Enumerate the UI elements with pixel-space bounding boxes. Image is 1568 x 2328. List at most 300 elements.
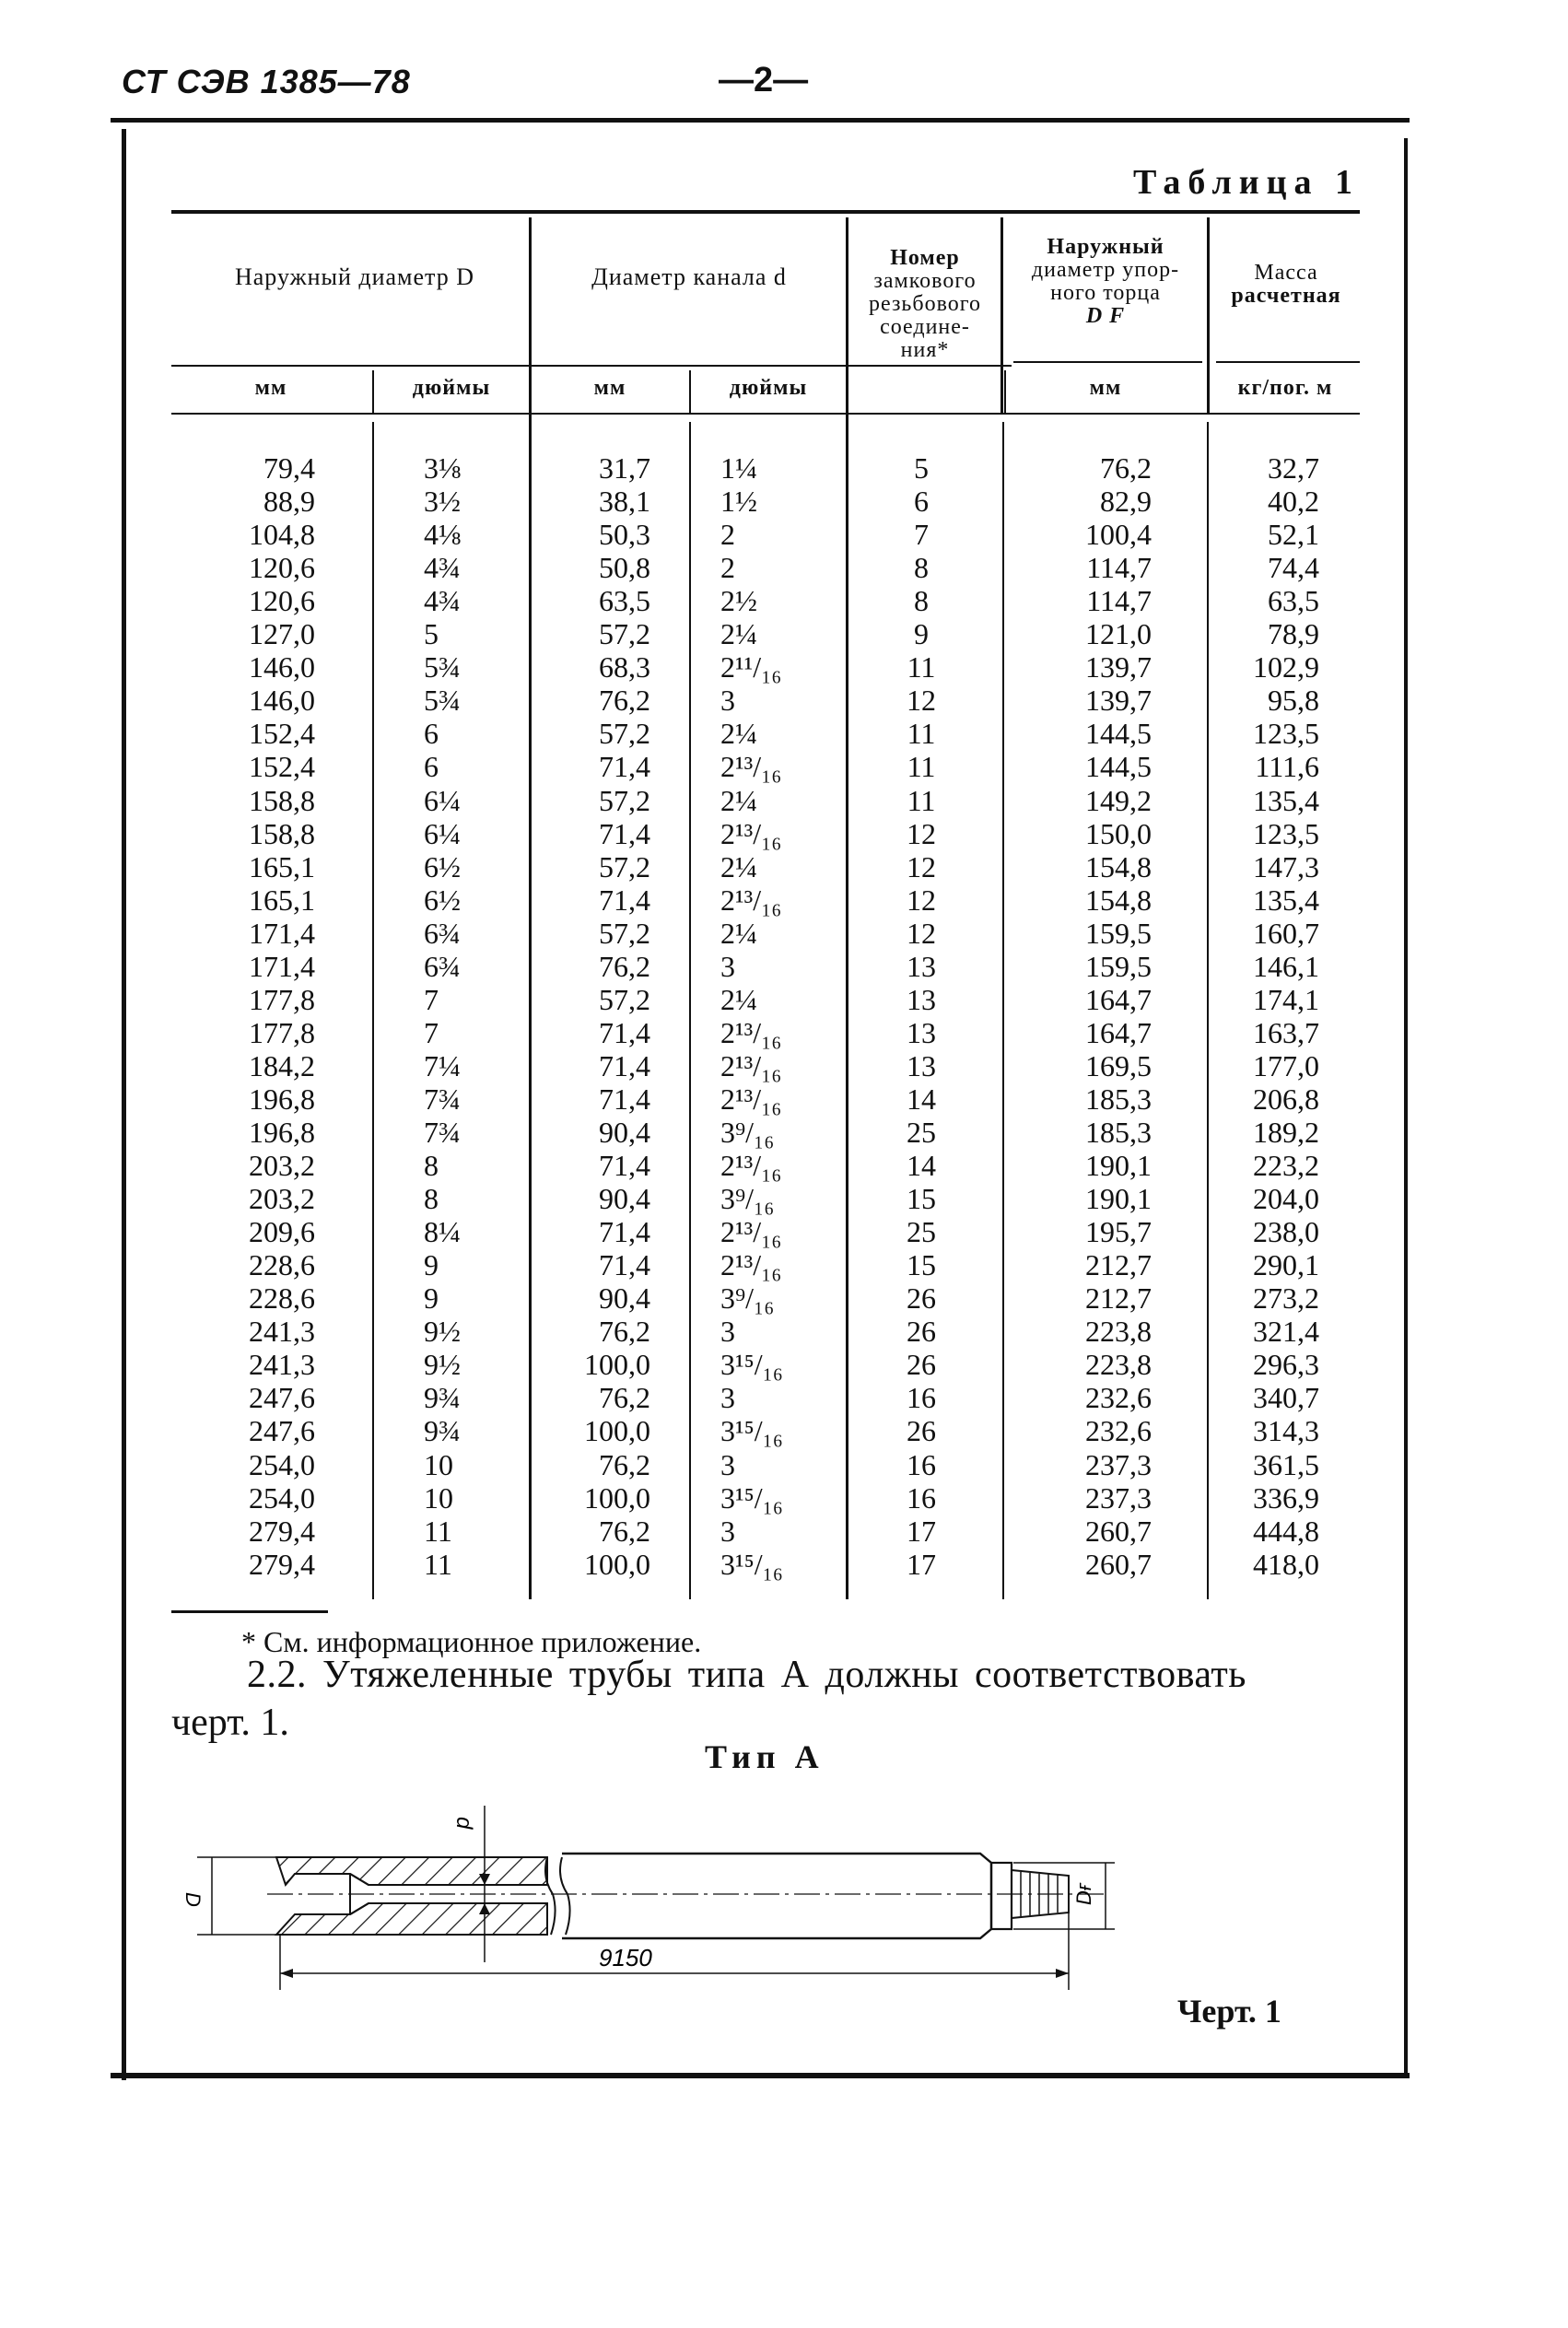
cell-joint-number: 13: [907, 982, 936, 1016]
cell-bore-diameter-in: 2¹³/₁₆: [720, 750, 782, 784]
cell-mass-kg-per-m: 273,2: [1253, 1281, 1319, 1316]
cell-mass-kg-per-m: 32,7: [1268, 451, 1319, 485]
cell-mass-kg-per-m: 135,4: [1253, 783, 1319, 817]
unit-bore-mm: мм: [593, 376, 626, 400]
cell-joint-number: 11: [907, 750, 936, 784]
cell-bore-diameter-mm: 57,2: [599, 783, 650, 817]
cell-bore-diameter-in: 3¹⁵/₁₆: [720, 1414, 783, 1448]
table-row: [0, 485, 1568, 518]
cell-bore-diameter-in: 2¼: [720, 783, 757, 817]
cell-shoulder-diameter-mm: 212,7: [1085, 1281, 1152, 1316]
cell-bore-diameter-mm: 71,4: [599, 1149, 650, 1183]
cell-mass-kg-per-m: 95,8: [1268, 684, 1319, 718]
cell-bore-diameter-mm: 57,2: [599, 916, 650, 950]
table-row: [0, 1381, 1568, 1414]
cell-shoulder-diameter-mm: 185,3: [1085, 1082, 1152, 1116]
table-row: [0, 917, 1568, 950]
col-header-shoulder-diameter: Наружный диаметр упор- ного торца D F: [1031, 235, 1180, 328]
cell-mass-kg-per-m: 123,5: [1253, 717, 1319, 751]
cell-outer-diameter-mm: 152,4: [249, 750, 315, 784]
cell-shoulder-diameter-mm: 190,1: [1085, 1182, 1152, 1216]
cell-joint-number: 25: [907, 1215, 936, 1249]
cell-outer-diameter-in: 7¾: [424, 1116, 461, 1149]
cell-mass-kg-per-m: 444,8: [1253, 1514, 1319, 1548]
cell-outer-diameter-mm: 120,6: [249, 584, 315, 618]
cell-bore-diameter-mm: 71,4: [599, 750, 650, 784]
cell-bore-diameter-mm: 68,3: [599, 650, 650, 684]
cell-mass-kg-per-m: 123,5: [1253, 816, 1319, 850]
cell-outer-diameter-mm: 127,0: [249, 617, 315, 651]
cell-bore-diameter-mm: 57,2: [599, 982, 650, 1016]
cell-shoulder-diameter-mm: 121,0: [1085, 617, 1152, 651]
cell-shoulder-diameter-mm: 212,7: [1085, 1248, 1152, 1282]
cell-shoulder-diameter-mm: 154,8: [1085, 849, 1152, 883]
cell-outer-diameter-mm: 158,8: [249, 783, 315, 817]
cell-bore-diameter-mm: 76,2: [599, 1315, 650, 1349]
table-row: [0, 1049, 1568, 1082]
cell-outer-diameter-in: 3½: [424, 485, 461, 519]
cell-bore-diameter-mm: 71,4: [599, 1048, 650, 1082]
length-arrow-right: [1056, 1969, 1069, 1978]
cell-outer-diameter-in: 9: [424, 1281, 439, 1316]
cell-bore-diameter-in: 2¹³/₁₆: [720, 1048, 782, 1082]
cell-joint-number: 12: [907, 916, 936, 950]
cell-bore-diameter-mm: 57,2: [599, 849, 650, 883]
cell-bore-diameter-in: 2¹³/₁₆: [720, 883, 782, 917]
cell-bore-diameter-mm: 38,1: [599, 485, 650, 519]
cell-joint-number: 26: [907, 1348, 936, 1382]
unit-outer-mm: мм: [254, 376, 287, 400]
cell-outer-diameter-mm: 177,8: [249, 1015, 315, 1049]
cell-joint-number: 26: [907, 1281, 936, 1316]
cell-bore-diameter-in: 2¼: [720, 916, 757, 950]
cell-outer-diameter-mm: 254,0: [249, 1447, 315, 1481]
cell-outer-diameter-mm: 158,8: [249, 816, 315, 850]
table-row: [0, 1281, 1568, 1315]
table-row: [0, 551, 1568, 584]
cell-outer-diameter-in: 8: [424, 1149, 439, 1183]
break-line-right: [560, 1857, 570, 1935]
cell-outer-diameter-in: 9½: [424, 1348, 461, 1382]
cell-bore-diameter-in: 2¹³/₁₆: [720, 816, 782, 850]
table-row: [0, 684, 1568, 717]
cell-bore-diameter-mm: 100,0: [584, 1414, 650, 1448]
cell-shoulder-diameter-mm: 190,1: [1085, 1149, 1152, 1183]
table-row: [0, 817, 1568, 850]
cell-bore-diameter-mm: 50,3: [599, 518, 650, 552]
pin-shoulder: [991, 1863, 1012, 1929]
figure-caption: Черт. 1: [1177, 1993, 1281, 2030]
cell-mass-kg-per-m: 40,2: [1268, 485, 1319, 519]
cell-joint-number: 8: [914, 551, 929, 585]
table-row: [0, 1348, 1568, 1381]
cell-outer-diameter-in: 4¾: [424, 584, 461, 618]
cell-bore-diameter-mm: 31,7: [599, 451, 650, 485]
cell-outer-diameter-mm: 241,3: [249, 1315, 315, 1349]
cell-joint-number: 26: [907, 1414, 936, 1448]
col-header-outer-diameter: Наружный диаметр D: [234, 263, 475, 290]
table-row: [0, 1515, 1568, 1548]
cell-joint-number: 12: [907, 684, 936, 718]
unit-bore-in: дюймы: [729, 376, 808, 400]
cell-bore-diameter-in: 3⁹/₁₆: [720, 1182, 775, 1216]
table-row: [0, 750, 1568, 783]
cell-bore-diameter-in: 2: [720, 551, 735, 585]
header-divider-df: [1013, 361, 1202, 363]
col-header-joint-number: Номер замкового резьбового соедине- ния*: [869, 246, 981, 362]
cell-mass-kg-per-m: 163,7: [1253, 1015, 1319, 1049]
cell-bore-diameter-in: 3: [720, 1315, 735, 1349]
cell-shoulder-diameter-mm: 144,5: [1085, 750, 1152, 784]
cell-joint-number: 26: [907, 1315, 936, 1349]
cell-bore-diameter-mm: 90,4: [599, 1116, 650, 1149]
unit-outer-in: дюймы: [412, 376, 491, 400]
paragraph-line-1: 2.2. Утяжеленные трубы типа А должны соответствовать: [247, 1654, 1246, 1696]
cell-bore-diameter-in: 2¼: [720, 717, 757, 751]
cell-mass-kg-per-m: 206,8: [1253, 1082, 1319, 1116]
cell-bore-diameter-in: 3: [720, 1514, 735, 1548]
cell-outer-diameter-mm: 228,6: [249, 1281, 315, 1316]
cell-outer-diameter-mm: 196,8: [249, 1116, 315, 1149]
cell-bore-diameter-in: 2¹³/₁₆: [720, 1215, 782, 1249]
cell-shoulder-diameter-mm: 154,8: [1085, 883, 1152, 917]
cell-bore-diameter-mm: 63,5: [599, 584, 650, 618]
cell-bore-diameter-mm: 57,2: [599, 617, 650, 651]
table-row: [0, 1215, 1568, 1248]
cell-outer-diameter-in: 8: [424, 1182, 439, 1216]
cell-outer-diameter-mm: 88,9: [263, 485, 315, 519]
cell-outer-diameter-mm: 203,2: [249, 1182, 315, 1216]
table-row: [0, 1116, 1568, 1149]
cell-mass-kg-per-m: 177,0: [1253, 1048, 1319, 1082]
cell-outer-diameter-mm: 279,4: [249, 1514, 315, 1548]
cell-joint-number: 12: [907, 849, 936, 883]
cell-mass-kg-per-m: 418,0: [1253, 1547, 1319, 1581]
cell-joint-number: 16: [907, 1381, 936, 1415]
cell-bore-diameter-mm: 76,2: [599, 949, 650, 983]
cell-outer-diameter-in: 9½: [424, 1315, 461, 1349]
cell-outer-diameter-mm: 203,2: [249, 1149, 315, 1183]
cell-joint-number: 14: [907, 1149, 936, 1183]
cell-outer-diameter-in: 7: [424, 982, 439, 1016]
table-row: [0, 584, 1568, 617]
cell-bore-diameter-mm: 71,4: [599, 1248, 650, 1282]
cell-outer-diameter-mm: 146,0: [249, 650, 315, 684]
cell-outer-diameter-in: 9¾: [424, 1414, 461, 1448]
table-row: [0, 983, 1568, 1016]
cell-shoulder-diameter-mm: 164,7: [1085, 982, 1152, 1016]
cell-outer-diameter-mm: 247,6: [249, 1381, 315, 1415]
cell-outer-diameter-in: 8¼: [424, 1215, 461, 1249]
table-top-rule: [171, 210, 1360, 214]
cell-bore-diameter-in: 2¼: [720, 982, 757, 1016]
header-divider-dmm: [171, 365, 1012, 367]
cell-mass-kg-per-m: 361,5: [1253, 1447, 1319, 1481]
cell-bore-diameter-in: 3: [720, 684, 735, 718]
cell-bore-diameter-mm: 100,0: [584, 1547, 650, 1581]
cell-bore-diameter-mm: 76,2: [599, 1381, 650, 1415]
cell-mass-kg-per-m: 74,4: [1268, 551, 1319, 585]
cell-outer-diameter-mm: 209,6: [249, 1215, 315, 1249]
cell-outer-diameter-mm: 120,6: [249, 551, 315, 585]
cell-shoulder-diameter-mm: 114,7: [1086, 584, 1152, 618]
cell-bore-diameter-in: 3: [720, 1381, 735, 1415]
cell-bore-diameter-in: 3⁹/₁₆: [720, 1116, 775, 1149]
cell-joint-number: 13: [907, 1048, 936, 1082]
cell-mass-kg-per-m: 290,1: [1253, 1248, 1319, 1282]
cell-outer-diameter-mm: 165,1: [249, 883, 315, 917]
cell-outer-diameter-mm: 165,1: [249, 849, 315, 883]
cell-mass-kg-per-m: 238,0: [1253, 1215, 1319, 1249]
cell-mass-kg-per-m: 147,3: [1253, 849, 1319, 883]
table-row: [0, 1149, 1568, 1182]
cell-joint-number: 25: [907, 1116, 936, 1149]
paragraph-line-2: черт. 1.: [171, 1702, 289, 1744]
page-number: —2—: [719, 61, 809, 99]
cell-outer-diameter-in: 4¾: [424, 551, 461, 585]
cell-bore-diameter-mm: 90,4: [599, 1281, 650, 1316]
cell-outer-diameter-in: 11: [424, 1547, 452, 1581]
table-row: [0, 1448, 1568, 1481]
table-row: [0, 717, 1568, 750]
cell-outer-diameter-mm: 184,2: [249, 1048, 315, 1082]
cell-bore-diameter-mm: 71,4: [599, 816, 650, 850]
cell-joint-number: 13: [907, 1015, 936, 1049]
cell-bore-diameter-in: 1½: [720, 485, 757, 519]
cell-joint-number: 5: [914, 451, 929, 485]
cell-outer-diameter-in: 10: [424, 1480, 453, 1515]
cell-shoulder-diameter-mm: 237,3: [1085, 1480, 1152, 1515]
cell-bore-diameter-in: 3: [720, 949, 735, 983]
cell-bore-diameter-in: 2¼: [720, 617, 757, 651]
cell-shoulder-diameter-mm: 82,9: [1100, 485, 1152, 519]
cell-bore-diameter-in: 3¹⁵/₁₆: [720, 1348, 783, 1382]
cell-bore-diameter-in: 2: [720, 518, 735, 552]
cell-outer-diameter-in: 5¾: [424, 684, 461, 718]
cell-shoulder-diameter-mm: 144,5: [1085, 717, 1152, 751]
cell-shoulder-diameter-mm: 223,8: [1085, 1348, 1152, 1382]
cell-outer-diameter-mm: 171,4: [249, 916, 315, 950]
cell-outer-diameter-mm: 152,4: [249, 717, 315, 751]
cell-bore-diameter-in: 2¼: [720, 849, 757, 883]
cell-joint-number: 16: [907, 1480, 936, 1515]
drawing-title: Тип А: [705, 1738, 825, 1775]
cell-bore-diameter-mm: 50,8: [599, 551, 650, 585]
frame-bottom-border: [111, 2073, 1410, 2078]
table-row: [0, 1082, 1568, 1116]
cell-shoulder-diameter-mm: 150,0: [1085, 816, 1152, 850]
table-row: [0, 1414, 1568, 1447]
cell-bore-diameter-mm: 76,2: [599, 1447, 650, 1481]
cell-shoulder-diameter-mm: 159,5: [1085, 949, 1152, 983]
cell-outer-diameter-in: 6¼: [424, 783, 461, 817]
cell-bore-diameter-mm: 71,4: [599, 1082, 650, 1116]
cell-joint-number: 11: [907, 783, 936, 817]
cell-shoulder-diameter-mm: 114,7: [1086, 551, 1152, 585]
cell-mass-kg-per-m: 296,3: [1253, 1348, 1319, 1382]
frame-top-border: [111, 118, 1410, 123]
cell-bore-diameter-in: 2¹³/₁₆: [720, 1082, 782, 1116]
cell-mass-kg-per-m: 189,2: [1253, 1116, 1319, 1149]
cell-outer-diameter-mm: 279,4: [249, 1547, 315, 1581]
cell-outer-diameter-mm: 254,0: [249, 1480, 315, 1515]
pipe-body: [562, 1854, 991, 1938]
cell-outer-diameter-in: 9¾: [424, 1381, 461, 1415]
cell-outer-diameter-in: 6¾: [424, 916, 461, 950]
label-DF: Dғ: [1072, 1882, 1095, 1905]
label-D: D: [181, 1892, 205, 1907]
cell-outer-diameter-in: 11: [424, 1514, 452, 1548]
cell-joint-number: 14: [907, 1082, 936, 1116]
cell-shoulder-diameter-mm: 76,2: [1100, 451, 1152, 485]
cell-bore-diameter-in: 3¹⁵/₁₆: [720, 1480, 783, 1515]
table-row: [0, 1248, 1568, 1281]
length-value: 9150: [599, 1944, 652, 1971]
cell-joint-number: 7: [914, 518, 929, 552]
cell-joint-number: 11: [907, 717, 936, 751]
cell-outer-diameter-in: 6½: [424, 883, 461, 917]
cell-shoulder-diameter-mm: 149,2: [1085, 783, 1152, 817]
cell-outer-diameter-mm: 247,6: [249, 1414, 315, 1448]
cell-joint-number: 12: [907, 883, 936, 917]
cell-mass-kg-per-m: 204,0: [1253, 1182, 1319, 1216]
cell-shoulder-diameter-mm: 159,5: [1085, 916, 1152, 950]
cell-outer-diameter-in: 6¼: [424, 816, 461, 850]
table-row: [0, 850, 1568, 883]
cell-bore-diameter-mm: 90,4: [599, 1182, 650, 1216]
cell-mass-kg-per-m: 52,1: [1268, 518, 1319, 552]
cell-outer-diameter-in: 3⅛: [424, 451, 461, 485]
cell-bore-diameter-mm: 57,2: [599, 717, 650, 751]
cell-shoulder-diameter-mm: 195,7: [1085, 1215, 1152, 1249]
cell-outer-diameter-in: 7¼: [424, 1048, 461, 1082]
table-caption: Таблица 1: [1133, 163, 1361, 202]
cell-shoulder-diameter-mm: 260,7: [1085, 1547, 1152, 1581]
cell-outer-diameter-in: 7: [424, 1015, 439, 1049]
page-header-standard: СТ СЭВ 1385—78: [122, 63, 411, 100]
cell-joint-number: 8: [914, 584, 929, 618]
cell-mass-kg-per-m: 111,6: [1255, 750, 1319, 784]
table-row: [0, 950, 1568, 983]
cell-bore-diameter-in: 3: [720, 1447, 735, 1481]
table-row: [0, 1182, 1568, 1215]
table-row: [0, 1548, 1568, 1581]
cell-outer-diameter-in: 5¾: [424, 650, 461, 684]
cell-shoulder-diameter-mm: 232,6: [1085, 1414, 1152, 1448]
drill-collar-drawing: [181, 1796, 1142, 1981]
cell-mass-kg-per-m: 135,4: [1253, 883, 1319, 917]
cell-bore-diameter-in: 2¹³/₁₆: [720, 1015, 782, 1049]
cell-outer-diameter-in: 10: [424, 1447, 453, 1481]
cell-bore-diameter-mm: 100,0: [584, 1348, 650, 1382]
cell-outer-diameter-mm: 241,3: [249, 1348, 315, 1382]
cell-outer-diameter-in: 6¾: [424, 949, 461, 983]
table-row: [0, 451, 1568, 485]
cell-bore-diameter-in: 2¹¹/₁₆: [720, 650, 782, 684]
cell-bore-diameter-in: 3⁹/₁₆: [720, 1281, 775, 1316]
cell-bore-diameter-mm: 71,4: [599, 1215, 650, 1249]
table-row: [0, 883, 1568, 917]
header-divider-mass: [1216, 361, 1360, 363]
cell-mass-kg-per-m: 223,2: [1253, 1149, 1319, 1183]
cell-joint-number: 13: [907, 949, 936, 983]
cell-joint-number: 9: [914, 617, 929, 651]
cell-bore-diameter-mm: 71,4: [599, 1015, 650, 1049]
footnote-rule: [171, 1610, 328, 1613]
cell-bore-diameter-in: 2½: [720, 584, 757, 618]
cell-bore-diameter-mm: 100,0: [584, 1480, 650, 1515]
cell-outer-diameter-in: 9: [424, 1248, 439, 1282]
table-row: [0, 784, 1568, 817]
table-row: [0, 1315, 1568, 1348]
cell-outer-diameter-mm: 177,8: [249, 982, 315, 1016]
table-row: [0, 1016, 1568, 1049]
cell-mass-kg-per-m: 78,9: [1268, 617, 1319, 651]
cell-outer-diameter-in: 6: [424, 750, 439, 784]
cell-joint-number: 15: [907, 1248, 936, 1282]
table-row: [0, 650, 1568, 684]
cell-shoulder-diameter-mm: 223,8: [1085, 1315, 1152, 1349]
cell-bore-diameter-mm: 76,2: [599, 1514, 650, 1548]
cell-outer-diameter-mm: 79,4: [263, 451, 315, 485]
cell-shoulder-diameter-mm: 169,5: [1085, 1048, 1152, 1082]
cell-joint-number: 11: [907, 650, 936, 684]
cell-shoulder-diameter-mm: 139,7: [1085, 650, 1152, 684]
cell-bore-diameter-in: 2¹³/₁₆: [720, 1248, 782, 1282]
cell-outer-diameter-mm: 104,8: [249, 518, 315, 552]
length-arrow-left: [280, 1969, 293, 1978]
cell-joint-number: 6: [914, 485, 929, 519]
section-hatch: [276, 1857, 547, 1935]
cell-outer-diameter-in: 4⅛: [424, 518, 461, 552]
cell-mass-kg-per-m: 102,9: [1253, 650, 1319, 684]
cell-shoulder-diameter-mm: 232,6: [1085, 1381, 1152, 1415]
cell-mass-kg-per-m: 174,1: [1253, 982, 1319, 1016]
cell-outer-diameter-in: 5: [424, 617, 439, 651]
cell-mass-kg-per-m: 336,9: [1253, 1480, 1319, 1515]
cell-mass-kg-per-m: 146,1: [1253, 949, 1319, 983]
cell-bore-diameter-in: 3¹⁵/₁₆: [720, 1547, 783, 1581]
cell-mass-kg-per-m: 63,5: [1268, 584, 1319, 618]
cell-shoulder-diameter-mm: 185,3: [1085, 1116, 1152, 1149]
cell-outer-diameter-in: 7¾: [424, 1082, 461, 1116]
cell-shoulder-diameter-mm: 100,4: [1085, 518, 1152, 552]
cell-outer-diameter-in: 6½: [424, 849, 461, 883]
table-row: [0, 617, 1568, 650]
cell-outer-diameter-mm: 171,4: [249, 949, 315, 983]
cell-bore-diameter-in: 1¼: [720, 451, 757, 485]
table-row: [0, 518, 1568, 551]
cell-mass-kg-per-m: 321,4: [1253, 1315, 1319, 1349]
cell-joint-number: 12: [907, 816, 936, 850]
label-d: d: [451, 1817, 476, 1830]
cell-joint-number: 17: [907, 1547, 936, 1581]
cell-joint-number: 17: [907, 1514, 936, 1548]
cell-bore-diameter-mm: 76,2: [599, 684, 650, 718]
cell-outer-diameter-mm: 196,8: [249, 1082, 315, 1116]
cell-joint-number: 16: [907, 1447, 936, 1481]
cell-mass-kg-per-m: 340,7: [1253, 1381, 1319, 1415]
cell-outer-diameter-in: 6: [424, 717, 439, 751]
table-row: [0, 1481, 1568, 1515]
col-header-bore-diameter: Диаметр канала d: [591, 263, 787, 290]
cell-outer-diameter-mm: 228,6: [249, 1248, 315, 1282]
footnote: * См. информационное приложение.: [241, 1625, 702, 1658]
cell-outer-diameter-mm: 146,0: [249, 684, 315, 718]
cell-joint-number: 15: [907, 1182, 936, 1216]
header-bottom-rule: [171, 413, 1360, 415]
cell-shoulder-diameter-mm: 139,7: [1085, 684, 1152, 718]
